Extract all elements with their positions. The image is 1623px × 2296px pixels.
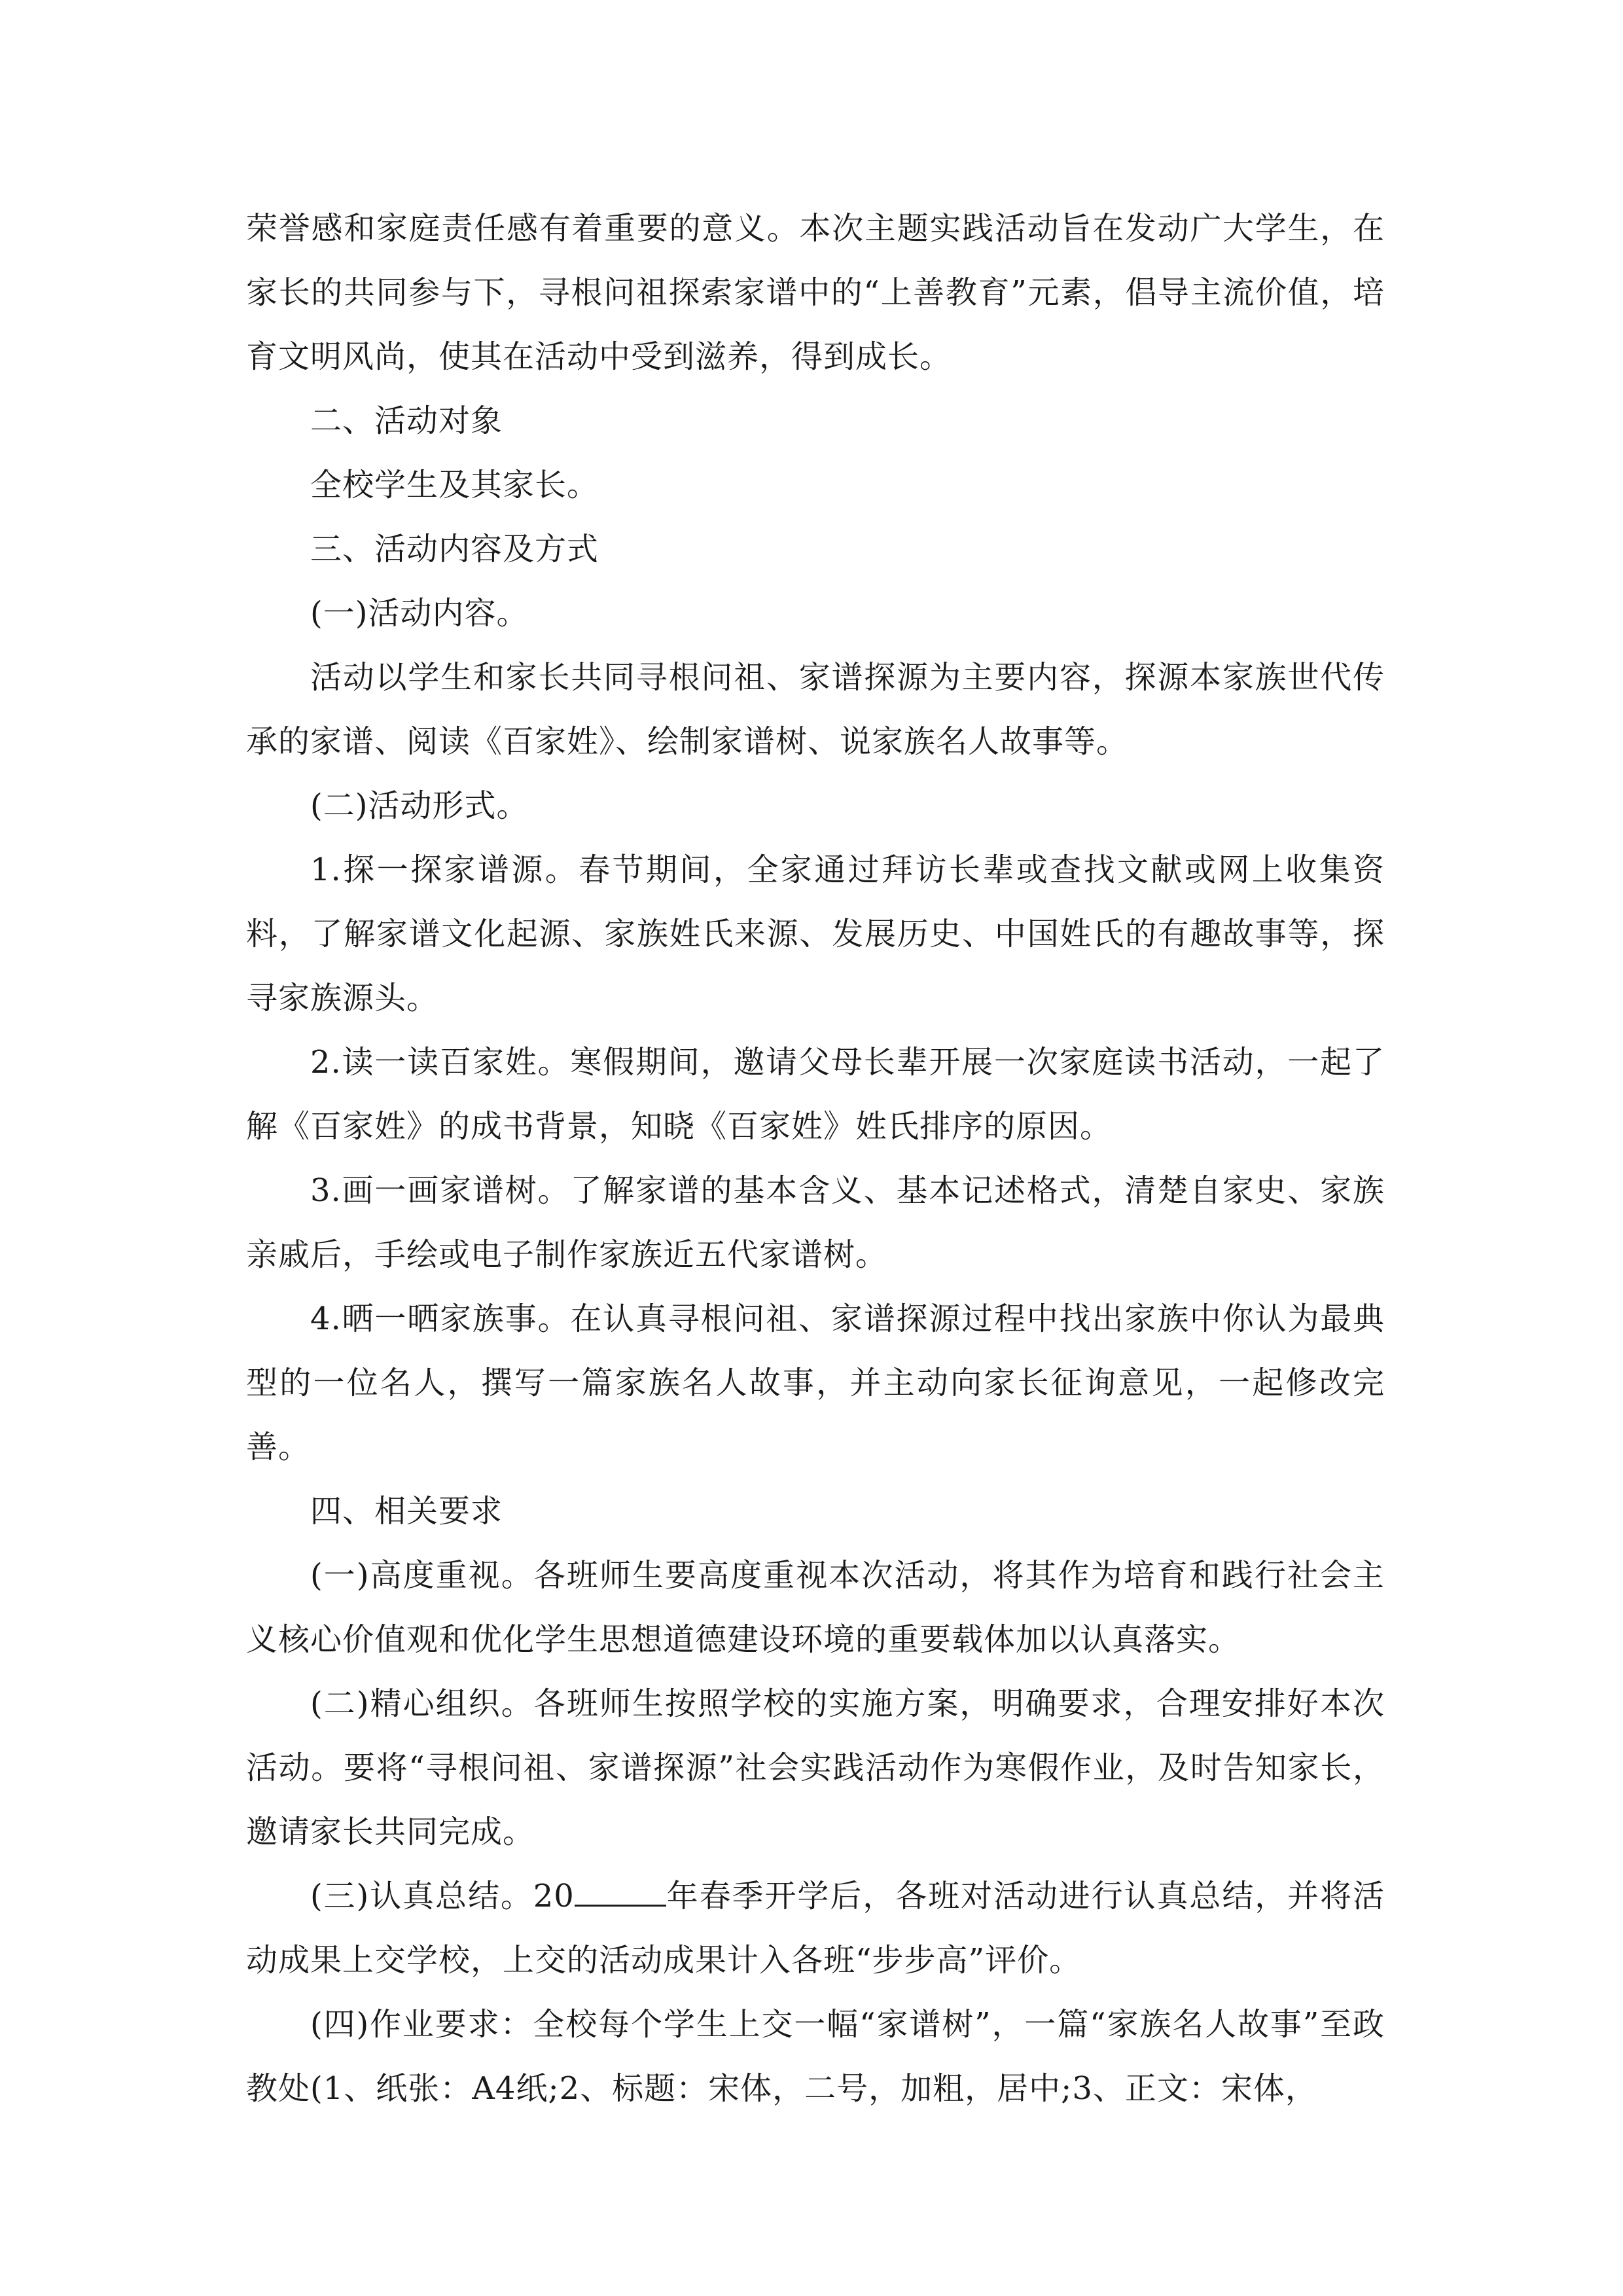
paragraph-requirement-homework: (四)作业要求：全校每个学生上交一幅“家谱树”，一篇“家族名人故事”至政教处(1、纸张：A4纸;2、标题：宋体，二号，加粗，居中;3、正文：宋体， (246, 2006, 1385, 2107)
paragraph-activity-content: 活动以学生和家长共同寻根问祖、家谱探源为主要内容，探源本家族世代传承的家谱、阅读《百家姓》、绘制家谱树、说家族名人故事等。 (246, 659, 1385, 760)
paragraph-requirement-attention: (一)高度重视。各班师生要高度重视本次活动，将其作为培育和践行社会主义核心价值观和优化学生思想道德建设环境的重要载体加以认真落实。 (246, 1557, 1385, 1658)
subheading-activity-form: (二)活动形式。 (310, 787, 529, 824)
list-item-draw-family-tree: 3.画一画家谱树。了解家谱的基本含义、基本记述格式，清楚自家史、家族亲戚后，手绘或电子制作家族近五代家谱树。 (246, 1172, 1385, 1273)
heading-activity-target: 二、活动对象 (310, 403, 503, 439)
list-item-read-surnames: 2.读一读百家姓。寒假期间，邀请父母长辈开展一次家庭读书活动，一起了解《百家姓》的成书背景，知晓《百家姓》姓氏排序的原因。 (246, 1044, 1385, 1145)
document-body (246, 196, 1385, 2121)
summary-text-before-blank: (三)认真总结。20 (310, 1878, 575, 1914)
paragraph-requirement-summary (246, 1864, 1385, 1992)
paragraph-activity-target: 全校学生及其家长。 (310, 467, 599, 503)
list-item-share-family-story: 4.晒一晒家族事。在认真寻根问祖、家谱探源过程中找出家族中你认为最典型的一位名人，撰写一篇家族名人故事，并主动向家长征询意见，一起修改完善。 (246, 1300, 1385, 1465)
year-blank-line (575, 1878, 666, 1907)
heading-activity-content-method: 三、活动内容及方式 (310, 531, 599, 567)
list-item-explore-genealogy: 1.探一探家谱源。春节期间，全家通过拜访长辈或查找文献或网上收集资料，了解家谱文化起源、家族姓氏来源、发展历史、中国姓氏的有趣故事等，探寻家族源头。 (246, 852, 1385, 1016)
paragraph-intro-continuation: 荣誉感和家庭责任感有着重要的意义。本次主题实践活动旨在发动广大学生，在家长的共同参与下，寻根问祖探索家谱中的“上善教育”元素，倡导主流价值，培育文明风尚，使其在活动中受到滋养，得到成长。 (246, 210, 1385, 375)
paragraph-requirement-organization: (二)精心组织。各班师生按照学校的实施方案，明确要求，合理安排好本次活动。要将“寻根问祖、家谱探源”社会实践活动作为寒假作业，及时告知家长，邀请家长共同完成。 (246, 1685, 1385, 1850)
summary-text-after-blank: 年春季开学后，各班对活动进行认真总结，并将活动成果上交学校，上交的活动成果计入各班“步步高”评价。 (246, 1878, 1385, 1979)
subheading-activity-content: (一)活动内容。 (310, 595, 529, 632)
heading-requirements: 四、相关要求 (310, 1493, 503, 1530)
